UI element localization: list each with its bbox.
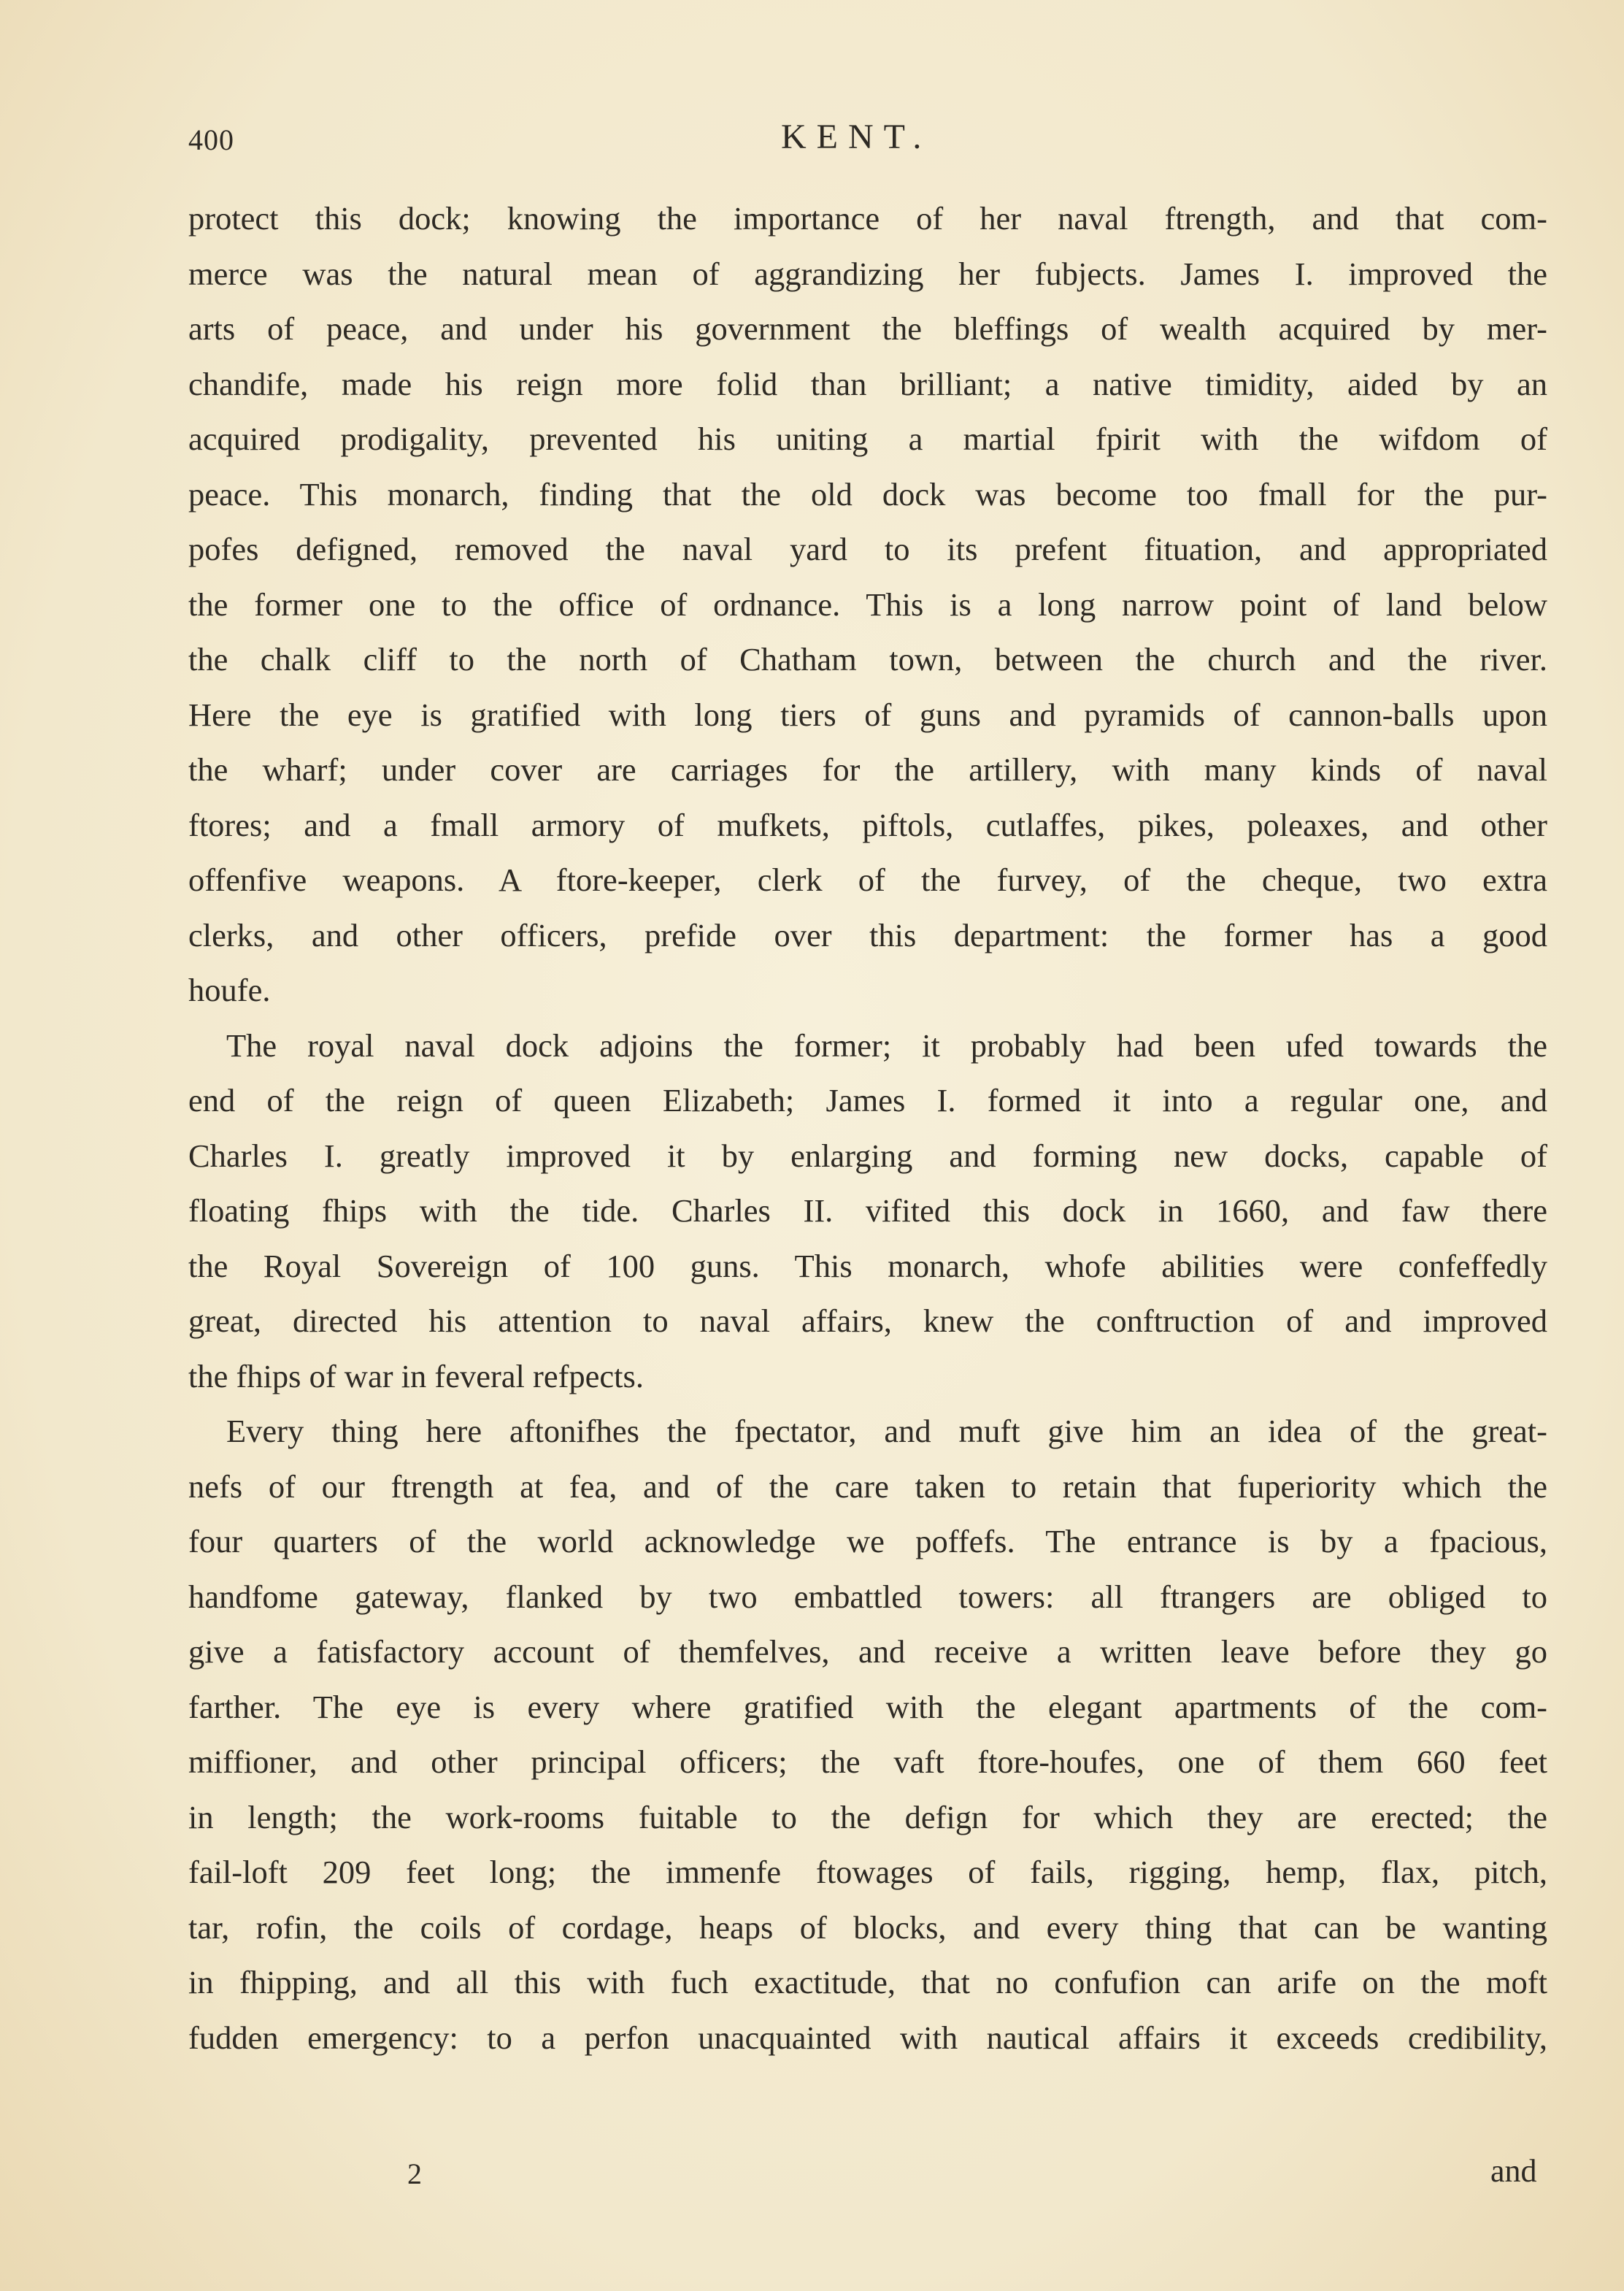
text-line: arts of peace, and under his government the bleffings of wealth acquired by mer- [188, 310, 1547, 347]
text-line: pofes defigned, removed the naval yard to its prefent fituation, and appropriated [188, 531, 1547, 567]
page-number: 400 [188, 123, 234, 156]
text-line: the wharf; under cover are carriages for the artillery, with many kinds of naval [188, 751, 1547, 788]
text-line: Here the eye is gratified with long tiers of guns and pyramids of cannon-balls upon [188, 696, 1547, 733]
text-line: peace. This monarch, finding that the old dock was become too fmall for the pur- [188, 475, 1547, 513]
text-line: end of the reign of queen Elizabeth; James I. formed it into a regular one, and [188, 1082, 1547, 1118]
text-line: offenfive weapons. A ftore-keeper, clerk of the furvey, of the cheque, two extra [188, 861, 1547, 898]
text-line: the chalk cliff to the north of Chatham town, between the church and the river. [188, 641, 1547, 678]
text-line: merce was the natural mean of aggrandizing her fubjects. James I. improved the [188, 255, 1547, 292]
text-line: clerks, and other officers, prefide over this department: the former has a good [188, 916, 1547, 953]
text-line: The royal naval dock adjoins the former; it probably had been ufed towards the [226, 1026, 1547, 1064]
text-line: fudden emergency: to a perfon unacquainted with nautical affairs it exceeds credibility, [188, 2019, 1547, 2056]
text-line: tar, rofin, the coils of cordage, heaps of blocks, and every thing that can be wanting [188, 1908, 1547, 1946]
text-line: ftores; and a fmall armory of mufkets, piftols, cutlaffes, pikes, poleaxes, and other [188, 806, 1547, 843]
text-line: the fhips of war in feveral refpects. [188, 1357, 644, 1394]
text-line: handfome gateway, flanked by two embattled towers: all ftrangers are obliged to [188, 1578, 1547, 1615]
text-line: give a fatisfactory account of themfelves, and receive a written leave before they go [188, 1633, 1547, 1670]
text-line: protect this dock; knowing the importance of her naval ftrength, and that com- [188, 200, 1547, 237]
text-line: in fhipping, and all this with fuch exactitude, that no confufion can arife on the moft [188, 1964, 1547, 2000]
text-line: miffioner, and other principal officers; the vaft ftore-houfes, one of them 660 feet [188, 1743, 1547, 1780]
text-line: the former one to the office of ordnance. This is a long narrow point of land below [188, 586, 1547, 623]
text-line: Charles I. greatly improved it by enlarging and forming new docks, capable of [188, 1137, 1547, 1174]
signature-mark: 2 [407, 2157, 422, 2190]
text-line: acquired prodigality, prevented his uniting a martial fpirit with the wifdom of [188, 421, 1547, 457]
text-line: fail-loft 209 feet long; the immenfe ftowages of fails, rigging, hemp, flax, pitch, [188, 1854, 1547, 1890]
body-text [188, 191, 1547, 2065]
text-line: farther. The eye is every where gratified with the elegant apartments of the com- [188, 1688, 1547, 1725]
text-line: Every thing here aftonifhes the fpectator, and muft give him an idea of the great- [226, 1413, 1547, 1449]
text-line: floating fhips with the tide. Charles II. vifited this dock in 1660, and faw there [188, 1192, 1547, 1229]
text-line: the Royal Sovereign of 100 guns. This monarch, whofe abilities were confeffedly [188, 1247, 1547, 1284]
text-line: great, directed his attention to naval affairs, knew the conftruction of and improved [188, 1302, 1547, 1339]
catchword: and [1490, 2153, 1537, 2189]
text-line: nefs of our ftrength at fea, and of the care taken to retain that fuperiority which the [188, 1467, 1547, 1505]
text-line: houfe. [188, 972, 271, 1008]
text-line: chandife, made his reign more folid than brilliant; a native timidity, aided by an [188, 365, 1547, 402]
text-line: in length; the work-rooms fuitable to the defign for which they are erected; the [188, 1798, 1547, 1835]
running-head: KENT. [781, 118, 932, 156]
text-line: four quarters of the world acknowledge we poffefs. The entrance is by a fpacious, [188, 1523, 1547, 1559]
